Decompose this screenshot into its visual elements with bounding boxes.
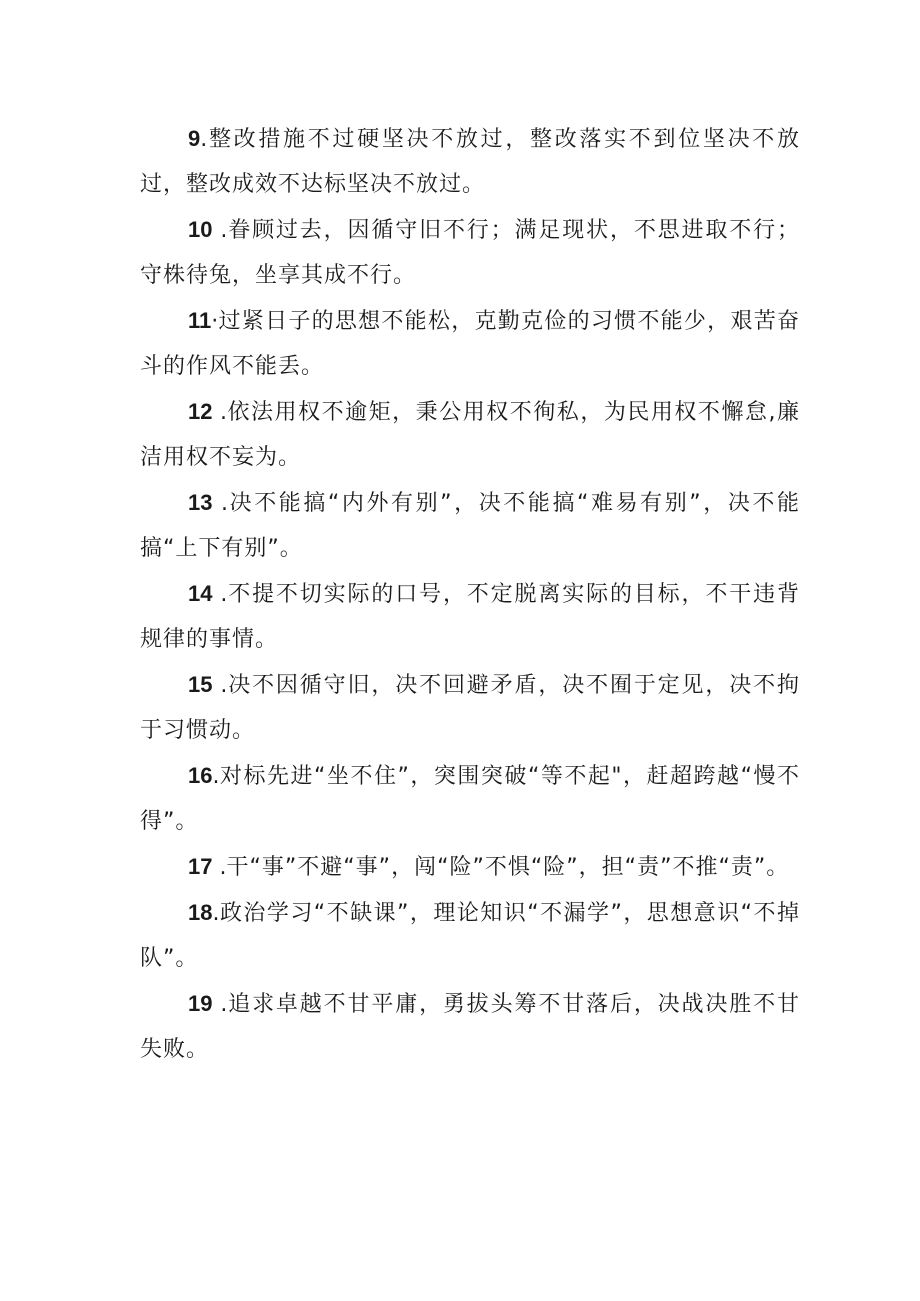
item-separator: .: [212, 673, 228, 698]
item-number: 14: [188, 581, 213, 606]
list-item: [140, 844, 800, 890]
list-item: [140, 662, 800, 753]
list-item: [140, 298, 800, 389]
list-item: [140, 890, 800, 981]
item-separator: .: [212, 400, 227, 425]
item-number: 16: [188, 763, 213, 788]
list-item: [140, 116, 800, 207]
list-item: [140, 207, 800, 298]
item-number: 9: [188, 126, 201, 151]
item-separator: .: [200, 127, 208, 152]
item-number: 18: [188, 900, 213, 925]
item-text: 眷顾过去，因循守旧不行；满足现状，不思进取不行；守株待兔，坐享其成不行。: [140, 218, 800, 288]
item-separator: .: [212, 491, 229, 516]
item-text: 过紧日子的思想不能松，克勤克俭的习惯不能少，艰苦奋斗的作风不能丢。: [140, 309, 800, 379]
item-text: 干“事”不避“事”，闯“险”不惧“险”，担“责”不推“责”。: [226, 855, 790, 880]
item-number: 12: [188, 399, 213, 424]
item-separator: .: [212, 855, 227, 880]
item-number: 19: [188, 991, 213, 1016]
item-separator: .: [212, 764, 220, 789]
item-text: 对标先进“坐不住”，突围突破“等不起"，赶超跨越“慢不得”。: [140, 764, 800, 834]
list-item: [140, 753, 800, 844]
item-separator: .: [212, 218, 228, 243]
list-item: [140, 480, 800, 571]
item-number: 17: [188, 854, 213, 879]
item-separator: .: [212, 582, 228, 607]
item-text: 不提不切实际的口号，不定脱离实际的目标，不干违背规律的事情。: [140, 582, 800, 652]
item-number: 11: [188, 308, 212, 333]
item-separator: .: [212, 901, 220, 926]
item-text: 追求卓越不甘平庸，勇拔头筹不甘落后，决战决胜不甘失败。: [140, 992, 800, 1062]
item-text: 决不能搞“内外有别”，决不能搞“难易有别”，决不能搞“上下有别”。: [140, 491, 800, 561]
item-text: 决不因循守旧，决不回避矛盾，决不囿于定见，决不拘于习惯动。: [140, 673, 800, 743]
list-item: [140, 389, 800, 480]
item-text: 政治学习“不缺课”，理论知识“不漏学”，思想意识“不掉队”。: [140, 901, 800, 971]
document-body: [140, 116, 800, 1072]
item-separator: ·: [211, 309, 219, 334]
list-item: [140, 981, 800, 1072]
item-number: 15: [188, 672, 213, 697]
item-number: 13: [188, 490, 213, 515]
item-text: 依法用权不逾矩，秉公用权不徇私，为民用权不懈怠,廉洁用权不妄为。: [140, 400, 800, 470]
item-separator: .: [212, 992, 228, 1017]
item-text: 整改措施不过硬坚决不放过，整改落实不到位坚决不放过，整改成效不达标坚决不放过。: [140, 127, 800, 197]
list-item: [140, 571, 800, 662]
item-number: 10: [188, 217, 213, 242]
